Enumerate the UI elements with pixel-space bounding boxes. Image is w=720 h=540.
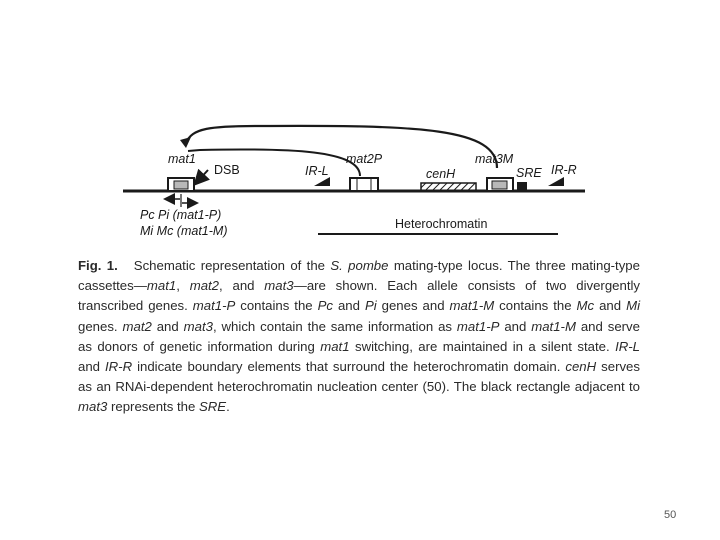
dsb-arrow — [196, 170, 208, 183]
ir-r-boundary-icon — [548, 177, 564, 186]
sre-label: SRE — [516, 166, 542, 180]
mat3m-inner-box — [492, 181, 507, 189]
cenh-label: cenH — [426, 167, 456, 181]
mat1-inner-box — [174, 181, 188, 189]
ir-l-label: IR-L — [305, 164, 329, 178]
figure-number: Fig. 1. — [78, 258, 118, 273]
cenh-region — [421, 183, 476, 191]
mat3-donor-arc — [186, 126, 497, 168]
ir-l-boundary-icon — [314, 177, 330, 186]
dsb-label: DSB — [214, 163, 240, 177]
ir-r-label: IR-R — [551, 163, 577, 177]
mat1-label: mat1 — [168, 152, 196, 166]
mat2p-cassette — [350, 178, 378, 191]
mating-type-locus-diagram — [0, 0, 720, 250]
mi-mc-label: Mi Mc (mat1-M) — [140, 224, 228, 238]
mat2p-label: mat2P — [346, 152, 383, 166]
heterochromatin-label: Heterochromatin — [395, 217, 488, 231]
page-number: 50 — [664, 509, 677, 521]
arc-arrowhead-icon — [180, 137, 191, 148]
mat3m-label: mat3M — [475, 152, 514, 166]
pc-pi-label: Pc Pi (mat1-P) — [140, 208, 222, 222]
sre-block — [517, 182, 527, 191]
figure-caption: Fig. 1. Schematic representation of the S. pombe mating-type locus. The three mating-type cassettes—mat1, mat2, and mat3—are shown. Each allele consists of two divergently transcribed genes. mat1-P contains the Pc and Pi genes and mat1-M contains the Mc and Mi genes. mat2 and mat3, which contain the same information as mat1-P and mat1-M and serve as donors of genetic information during mat1 switching, are maintained in a silent state. IR-L and IR-R indicate boundary elements that surround the heterochromatin domain. cenH serves as an RNAi-dependent heterochromatin nucleation center (50). The black rectangle adjacent to mat3 represents the SRE. — [78, 258, 641, 415]
